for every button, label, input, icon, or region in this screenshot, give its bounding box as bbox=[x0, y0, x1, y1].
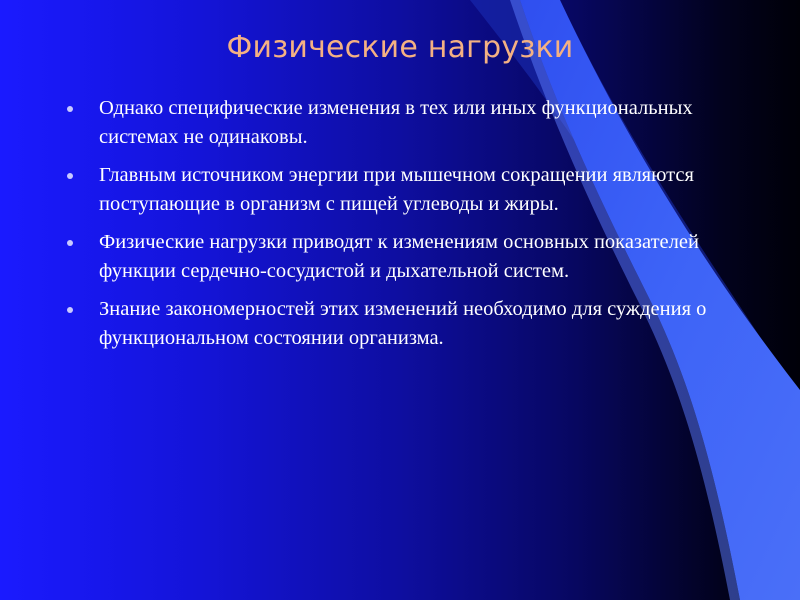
bullet-dot-icon bbox=[67, 106, 73, 112]
bullet-text: Знание закономерностей этих изменений необходимо для суждения о функциональном состоянии организма. bbox=[99, 298, 707, 349]
list-item bbox=[62, 295, 752, 353]
bullet-text: Главным источником энергии при мышечном сокращении являются поступающие в организм с пищей углеводы и жиры. bbox=[99, 164, 694, 215]
bullet-list bbox=[62, 94, 752, 362]
bullet-text: Физические нагрузки приводят к изменениям основных показателей функции сердечно-сосудистой и дыхательной систем. bbox=[99, 231, 699, 282]
slide-title: Физические нагрузки bbox=[226, 30, 574, 65]
list-item bbox=[62, 94, 752, 152]
bullet-dot-icon bbox=[67, 307, 73, 313]
list-item bbox=[62, 228, 752, 286]
bullet-text: Однако специфические изменения в тех или иных функциональных системах не одинаковы. bbox=[99, 97, 693, 148]
bullet-dot-icon bbox=[67, 173, 73, 179]
bullet-dot-icon bbox=[67, 240, 73, 246]
list-item bbox=[62, 161, 752, 219]
